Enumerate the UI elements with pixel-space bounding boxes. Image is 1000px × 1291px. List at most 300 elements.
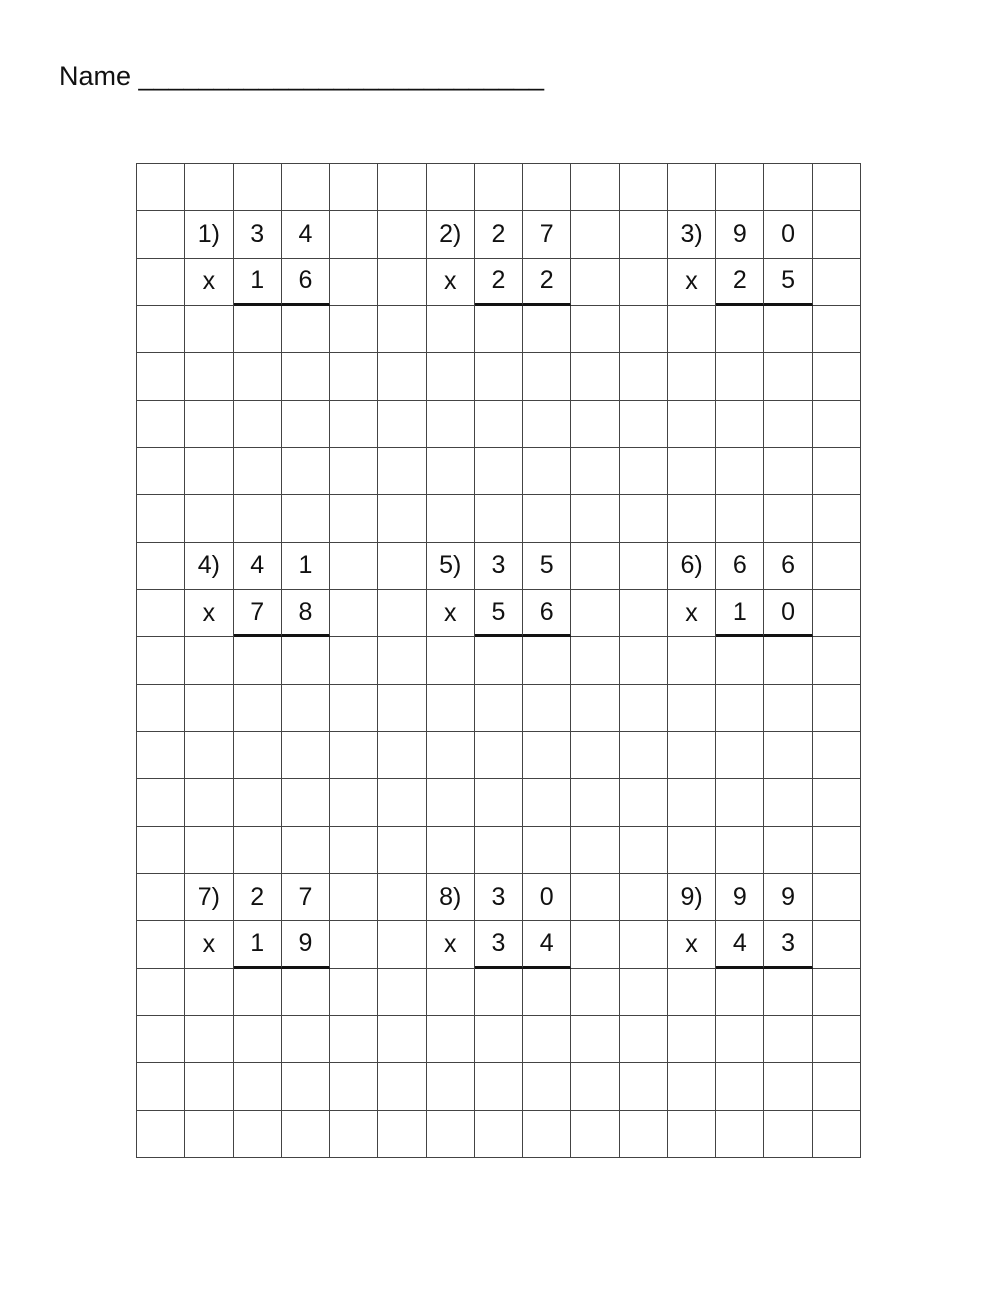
answer-cell[interactable] bbox=[378, 827, 426, 874]
answer-cell[interactable] bbox=[137, 543, 185, 590]
answer-cell[interactable] bbox=[620, 448, 668, 495]
answer-cell[interactable] bbox=[330, 827, 378, 874]
answer-cell[interactable] bbox=[523, 164, 571, 211]
answer-cell[interactable] bbox=[378, 685, 426, 732]
bottom-digit: 3 bbox=[764, 921, 812, 968]
answer-cell[interactable] bbox=[475, 779, 523, 826]
answer-cell[interactable] bbox=[523, 827, 571, 874]
answer-cell[interactable] bbox=[137, 827, 185, 874]
answer-cell[interactable] bbox=[523, 732, 571, 779]
answer-cell[interactable] bbox=[523, 495, 571, 542]
top-digit: 2 bbox=[475, 211, 523, 258]
answer-cell[interactable] bbox=[185, 495, 233, 542]
answer-cell[interactable] bbox=[427, 969, 475, 1016]
answer-cell[interactable] bbox=[475, 306, 523, 353]
problem-label: 5) bbox=[427, 543, 475, 590]
bottom-digit: 7 bbox=[234, 590, 282, 637]
answer-cell[interactable] bbox=[716, 164, 764, 211]
top-digit: 9 bbox=[716, 874, 764, 921]
answer-cell[interactable] bbox=[813, 779, 861, 826]
answer-cell[interactable] bbox=[571, 259, 619, 306]
answer-cell[interactable] bbox=[716, 448, 764, 495]
answer-cell[interactable] bbox=[764, 306, 812, 353]
answer-cell[interactable] bbox=[427, 448, 475, 495]
bottom-digit: 1 bbox=[234, 921, 282, 968]
answer-cell[interactable] bbox=[282, 732, 330, 779]
answer-cell[interactable] bbox=[620, 353, 668, 400]
answer-cell[interactable] bbox=[571, 732, 619, 779]
answer-cell[interactable] bbox=[716, 637, 764, 684]
answer-cell[interactable] bbox=[378, 353, 426, 400]
answer-cell[interactable] bbox=[813, 969, 861, 1016]
answer-cell[interactable] bbox=[137, 164, 185, 211]
answer-cell[interactable] bbox=[523, 779, 571, 826]
answer-cell[interactable] bbox=[234, 164, 282, 211]
answer-cell[interactable] bbox=[137, 637, 185, 684]
answer-cell[interactable] bbox=[668, 1016, 716, 1063]
answer-cell[interactable] bbox=[571, 827, 619, 874]
answer-cell[interactable] bbox=[668, 495, 716, 542]
answer-cell[interactable] bbox=[764, 827, 812, 874]
answer-cell[interactable] bbox=[716, 353, 764, 400]
answer-cell[interactable] bbox=[668, 732, 716, 779]
answer-cell[interactable] bbox=[427, 827, 475, 874]
answer-cell[interactable] bbox=[330, 1016, 378, 1063]
bottom-digit: 2 bbox=[475, 259, 523, 306]
answer-cell[interactable] bbox=[475, 827, 523, 874]
answer-cell[interactable] bbox=[475, 637, 523, 684]
answer-cell[interactable] bbox=[716, 969, 764, 1016]
answer-cell[interactable] bbox=[475, 685, 523, 732]
answer-cell[interactable] bbox=[716, 1063, 764, 1110]
answer-cell[interactable] bbox=[185, 637, 233, 684]
answer-cell[interactable] bbox=[620, 259, 668, 306]
top-digit: 4 bbox=[234, 543, 282, 590]
bottom-digit: 3 bbox=[475, 921, 523, 968]
answer-cell[interactable] bbox=[668, 827, 716, 874]
answer-cell[interactable] bbox=[764, 732, 812, 779]
answer-cell[interactable] bbox=[813, 732, 861, 779]
answer-cell[interactable] bbox=[475, 969, 523, 1016]
answer-cell[interactable] bbox=[378, 732, 426, 779]
answer-cell[interactable] bbox=[813, 211, 861, 258]
answer-cell[interactable] bbox=[330, 211, 378, 258]
answer-cell[interactable] bbox=[571, 401, 619, 448]
answer-cell[interactable] bbox=[234, 685, 282, 732]
answer-cell[interactable] bbox=[523, 1063, 571, 1110]
answer-cell[interactable] bbox=[282, 1111, 330, 1158]
answer-cell[interactable] bbox=[378, 590, 426, 637]
answer-cell[interactable] bbox=[571, 685, 619, 732]
operator-sign: x bbox=[668, 921, 716, 968]
answer-cell[interactable] bbox=[620, 543, 668, 590]
answer-cell[interactable] bbox=[764, 495, 812, 542]
answer-cell[interactable] bbox=[185, 1016, 233, 1063]
answer-cell[interactable] bbox=[330, 259, 378, 306]
operator-sign: x bbox=[668, 590, 716, 637]
answer-cell[interactable] bbox=[813, 495, 861, 542]
answer-cell[interactable] bbox=[571, 448, 619, 495]
bottom-digit: 4 bbox=[523, 921, 571, 968]
answer-cell[interactable] bbox=[523, 401, 571, 448]
answer-cell[interactable] bbox=[185, 401, 233, 448]
answer-cell[interactable] bbox=[282, 827, 330, 874]
answer-cell[interactable] bbox=[523, 1016, 571, 1063]
answer-cell[interactable] bbox=[716, 827, 764, 874]
answer-cell[interactable] bbox=[378, 211, 426, 258]
answer-cell[interactable] bbox=[620, 779, 668, 826]
answer-cell[interactable] bbox=[185, 685, 233, 732]
answer-cell[interactable] bbox=[234, 1111, 282, 1158]
answer-cell[interactable] bbox=[137, 1016, 185, 1063]
answer-cell[interactable] bbox=[282, 306, 330, 353]
answer-cell[interactable] bbox=[620, 1111, 668, 1158]
answer-cell[interactable] bbox=[378, 543, 426, 590]
answer-cell[interactable] bbox=[234, 448, 282, 495]
answer-cell[interactable] bbox=[813, 259, 861, 306]
answer-cell[interactable] bbox=[234, 732, 282, 779]
answer-cell[interactable] bbox=[620, 164, 668, 211]
answer-cell[interactable] bbox=[668, 1063, 716, 1110]
bottom-digit: 5 bbox=[764, 259, 812, 306]
answer-cell[interactable] bbox=[427, 353, 475, 400]
answer-cell[interactable] bbox=[620, 874, 668, 921]
answer-cell[interactable] bbox=[137, 1111, 185, 1158]
answer-cell[interactable] bbox=[282, 448, 330, 495]
answer-cell[interactable] bbox=[764, 448, 812, 495]
answer-cell[interactable] bbox=[282, 495, 330, 542]
answer-cell[interactable] bbox=[330, 401, 378, 448]
answer-cell[interactable] bbox=[668, 969, 716, 1016]
answer-cell[interactable] bbox=[378, 1111, 426, 1158]
answer-cell[interactable] bbox=[427, 164, 475, 211]
answer-cell[interactable] bbox=[427, 1016, 475, 1063]
answer-cell[interactable] bbox=[764, 353, 812, 400]
answer-cell[interactable] bbox=[571, 921, 619, 968]
answer-cell[interactable] bbox=[475, 1111, 523, 1158]
answer-cell[interactable] bbox=[378, 164, 426, 211]
operator-sign: x bbox=[427, 590, 475, 637]
answer-cell[interactable] bbox=[668, 779, 716, 826]
answer-cell[interactable] bbox=[427, 1063, 475, 1110]
top-digit: 7 bbox=[282, 874, 330, 921]
answer-cell[interactable] bbox=[137, 306, 185, 353]
answer-cell[interactable] bbox=[137, 685, 185, 732]
answer-cell[interactable] bbox=[282, 353, 330, 400]
answer-cell[interactable] bbox=[330, 1063, 378, 1110]
answer-cell[interactable] bbox=[813, 353, 861, 400]
answer-cell[interactable] bbox=[764, 164, 812, 211]
answer-cell[interactable] bbox=[475, 164, 523, 211]
answer-cell[interactable] bbox=[716, 779, 764, 826]
answer-cell[interactable] bbox=[330, 306, 378, 353]
answer-cell[interactable] bbox=[330, 921, 378, 968]
answer-cell[interactable] bbox=[427, 495, 475, 542]
answer-cell[interactable] bbox=[620, 1016, 668, 1063]
answer-cell[interactable] bbox=[571, 164, 619, 211]
answer-cell[interactable] bbox=[620, 921, 668, 968]
answer-cell[interactable] bbox=[571, 1063, 619, 1110]
answer-cell[interactable] bbox=[716, 1111, 764, 1158]
answer-cell[interactable] bbox=[378, 921, 426, 968]
answer-cell[interactable] bbox=[764, 401, 812, 448]
answer-cell[interactable] bbox=[137, 495, 185, 542]
answer-cell[interactable] bbox=[234, 1016, 282, 1063]
answer-cell[interactable] bbox=[427, 401, 475, 448]
answer-cell[interactable] bbox=[571, 306, 619, 353]
bottom-digit: 2 bbox=[716, 259, 764, 306]
answer-cell[interactable] bbox=[234, 353, 282, 400]
problem-label: 9) bbox=[668, 874, 716, 921]
answer-cell[interactable] bbox=[475, 448, 523, 495]
answer-cell[interactable] bbox=[523, 1111, 571, 1158]
answer-cell[interactable] bbox=[427, 1111, 475, 1158]
answer-cell[interactable] bbox=[185, 779, 233, 826]
answer-cell[interactable] bbox=[716, 495, 764, 542]
answer-cell[interactable] bbox=[330, 732, 378, 779]
top-digit: 6 bbox=[764, 543, 812, 590]
operator-sign: x bbox=[185, 259, 233, 306]
answer-cell[interactable] bbox=[378, 259, 426, 306]
answer-cell[interactable] bbox=[330, 448, 378, 495]
answer-cell[interactable] bbox=[668, 306, 716, 353]
answer-cell[interactable] bbox=[668, 1111, 716, 1158]
answer-cell[interactable] bbox=[764, 779, 812, 826]
answer-cell[interactable] bbox=[764, 1111, 812, 1158]
answer-cell[interactable] bbox=[185, 1111, 233, 1158]
bottom-digit: 2 bbox=[523, 259, 571, 306]
answer-cell[interactable] bbox=[571, 874, 619, 921]
answer-cell[interactable] bbox=[620, 211, 668, 258]
answer-cell[interactable] bbox=[137, 211, 185, 258]
answer-cell[interactable] bbox=[523, 637, 571, 684]
answer-cell[interactable] bbox=[813, 1063, 861, 1110]
answer-cell[interactable] bbox=[571, 1111, 619, 1158]
answer-cell[interactable] bbox=[330, 1111, 378, 1158]
top-digit: 3 bbox=[475, 543, 523, 590]
answer-cell[interactable] bbox=[475, 401, 523, 448]
top-digit: 2 bbox=[234, 874, 282, 921]
answer-cell[interactable] bbox=[185, 306, 233, 353]
answer-cell[interactable] bbox=[282, 637, 330, 684]
answer-cell[interactable] bbox=[234, 306, 282, 353]
answer-cell[interactable] bbox=[378, 779, 426, 826]
answer-cell[interactable] bbox=[378, 401, 426, 448]
answer-cell[interactable] bbox=[137, 401, 185, 448]
operator-sign: x bbox=[427, 259, 475, 306]
answer-cell[interactable] bbox=[330, 969, 378, 1016]
answer-cell[interactable] bbox=[475, 1063, 523, 1110]
answer-cell[interactable] bbox=[330, 637, 378, 684]
bottom-digit: 6 bbox=[282, 259, 330, 306]
answer-cell[interactable] bbox=[475, 732, 523, 779]
answer-cell[interactable] bbox=[620, 637, 668, 684]
top-digit: 1 bbox=[282, 543, 330, 590]
answer-cell[interactable] bbox=[813, 827, 861, 874]
answer-cell[interactable] bbox=[764, 685, 812, 732]
answer-cell[interactable] bbox=[716, 732, 764, 779]
answer-cell[interactable] bbox=[813, 590, 861, 637]
problem-label: 1) bbox=[185, 211, 233, 258]
answer-cell[interactable] bbox=[620, 1063, 668, 1110]
answer-cell[interactable] bbox=[330, 779, 378, 826]
answer-cell[interactable] bbox=[330, 164, 378, 211]
answer-cell[interactable] bbox=[185, 1063, 233, 1110]
answer-cell[interactable] bbox=[571, 637, 619, 684]
answer-cell[interactable] bbox=[813, 448, 861, 495]
answer-cell[interactable] bbox=[330, 353, 378, 400]
answer-cell[interactable] bbox=[523, 353, 571, 400]
answer-cell[interactable] bbox=[427, 685, 475, 732]
answer-cell[interactable] bbox=[330, 685, 378, 732]
answer-cell[interactable] bbox=[571, 969, 619, 1016]
answer-cell[interactable] bbox=[813, 921, 861, 968]
answer-cell[interactable] bbox=[475, 1016, 523, 1063]
answer-cell[interactable] bbox=[571, 779, 619, 826]
answer-cell[interactable] bbox=[378, 969, 426, 1016]
answer-cell[interactable] bbox=[716, 685, 764, 732]
answer-cell[interactable] bbox=[137, 259, 185, 306]
answer-cell[interactable] bbox=[185, 164, 233, 211]
answer-cell[interactable] bbox=[234, 827, 282, 874]
answer-cell[interactable] bbox=[813, 685, 861, 732]
answer-cell[interactable] bbox=[185, 353, 233, 400]
top-digit: 3 bbox=[475, 874, 523, 921]
answer-cell[interactable] bbox=[764, 1063, 812, 1110]
answer-cell[interactable] bbox=[330, 590, 378, 637]
answer-cell[interactable] bbox=[137, 448, 185, 495]
problem-label: 7) bbox=[185, 874, 233, 921]
answer-cell[interactable] bbox=[620, 306, 668, 353]
answer-cell[interactable] bbox=[137, 590, 185, 637]
answer-cell[interactable] bbox=[378, 1016, 426, 1063]
answer-cell[interactable] bbox=[668, 448, 716, 495]
answer-cell[interactable] bbox=[234, 1063, 282, 1110]
answer-cell[interactable] bbox=[620, 401, 668, 448]
answer-cell[interactable] bbox=[813, 1111, 861, 1158]
problem-label: 2) bbox=[427, 211, 475, 258]
answer-cell[interactable] bbox=[234, 969, 282, 1016]
answer-cell[interactable] bbox=[282, 1016, 330, 1063]
answer-cell[interactable] bbox=[378, 306, 426, 353]
answer-cell[interactable] bbox=[668, 637, 716, 684]
answer-cell[interactable] bbox=[620, 495, 668, 542]
answer-cell[interactable] bbox=[137, 874, 185, 921]
answer-cell[interactable] bbox=[330, 874, 378, 921]
answer-cell[interactable] bbox=[282, 969, 330, 1016]
answer-cell[interactable] bbox=[282, 1063, 330, 1110]
answer-cell[interactable] bbox=[185, 827, 233, 874]
answer-cell[interactable] bbox=[813, 306, 861, 353]
answer-cell[interactable] bbox=[523, 969, 571, 1016]
answer-cell[interactable] bbox=[475, 495, 523, 542]
answer-cell[interactable] bbox=[716, 401, 764, 448]
answer-cell[interactable] bbox=[668, 353, 716, 400]
top-digit: 3 bbox=[234, 211, 282, 258]
answer-cell[interactable] bbox=[378, 874, 426, 921]
answer-cell[interactable] bbox=[282, 779, 330, 826]
answer-cell[interactable] bbox=[378, 637, 426, 684]
answer-cell[interactable] bbox=[330, 543, 378, 590]
top-digit: 0 bbox=[523, 874, 571, 921]
answer-cell[interactable] bbox=[620, 969, 668, 1016]
answer-cell[interactable] bbox=[813, 637, 861, 684]
answer-cell[interactable] bbox=[813, 164, 861, 211]
answer-cell[interactable] bbox=[523, 306, 571, 353]
answer-cell[interactable] bbox=[571, 1016, 619, 1063]
answer-cell[interactable] bbox=[282, 685, 330, 732]
answer-cell[interactable] bbox=[620, 685, 668, 732]
answer-cell[interactable] bbox=[813, 401, 861, 448]
answer-cell[interactable] bbox=[523, 685, 571, 732]
answer-cell[interactable] bbox=[137, 921, 185, 968]
answer-cell[interactable] bbox=[185, 448, 233, 495]
answer-cell[interactable] bbox=[764, 1016, 812, 1063]
answer-cell[interactable] bbox=[523, 448, 571, 495]
answer-cell[interactable] bbox=[620, 590, 668, 637]
answer-cell[interactable] bbox=[764, 969, 812, 1016]
answer-cell[interactable] bbox=[427, 779, 475, 826]
answer-cell[interactable] bbox=[813, 1016, 861, 1063]
answer-cell[interactable] bbox=[427, 306, 475, 353]
bottom-digit: 6 bbox=[523, 590, 571, 637]
answer-cell[interactable] bbox=[378, 1063, 426, 1110]
answer-cell[interactable] bbox=[234, 637, 282, 684]
answer-cell[interactable] bbox=[137, 732, 185, 779]
answer-cell[interactable] bbox=[668, 401, 716, 448]
answer-cell[interactable] bbox=[427, 732, 475, 779]
answer-cell[interactable] bbox=[330, 495, 378, 542]
answer-cell[interactable] bbox=[234, 495, 282, 542]
answer-cell[interactable] bbox=[716, 1016, 764, 1063]
answer-cell[interactable] bbox=[475, 353, 523, 400]
answer-cell[interactable] bbox=[668, 685, 716, 732]
answer-cell[interactable] bbox=[378, 448, 426, 495]
answer-cell[interactable] bbox=[620, 827, 668, 874]
answer-cell[interactable] bbox=[282, 164, 330, 211]
answer-cell[interactable] bbox=[427, 637, 475, 684]
bottom-digit: 9 bbox=[282, 921, 330, 968]
answer-cell[interactable] bbox=[571, 353, 619, 400]
answer-cell[interactable] bbox=[185, 732, 233, 779]
answer-cell[interactable] bbox=[668, 164, 716, 211]
answer-cell[interactable] bbox=[234, 779, 282, 826]
answer-cell[interactable] bbox=[716, 306, 764, 353]
answer-cell[interactable] bbox=[571, 543, 619, 590]
answer-cell[interactable] bbox=[234, 401, 282, 448]
name-label: Name bbox=[59, 61, 132, 91]
top-digit: 6 bbox=[716, 543, 764, 590]
answer-cell[interactable] bbox=[137, 353, 185, 400]
answer-cell[interactable] bbox=[378, 495, 426, 542]
top-digit: 4 bbox=[282, 211, 330, 258]
answer-cell[interactable] bbox=[764, 637, 812, 684]
name-blank[interactable]: ___________________________ bbox=[138, 61, 544, 91]
answer-cell[interactable] bbox=[813, 543, 861, 590]
answer-cell[interactable] bbox=[620, 732, 668, 779]
answer-cell[interactable] bbox=[137, 969, 185, 1016]
answer-cell[interactable] bbox=[137, 1063, 185, 1110]
bottom-digit: 4 bbox=[716, 921, 764, 968]
answer-cell[interactable] bbox=[282, 401, 330, 448]
answer-cell[interactable] bbox=[571, 590, 619, 637]
answer-cell[interactable] bbox=[185, 969, 233, 1016]
answer-cell[interactable] bbox=[571, 495, 619, 542]
answer-cell[interactable] bbox=[571, 211, 619, 258]
top-digit: 9 bbox=[716, 211, 764, 258]
answer-cell[interactable] bbox=[137, 779, 185, 826]
answer-cell[interactable] bbox=[813, 874, 861, 921]
